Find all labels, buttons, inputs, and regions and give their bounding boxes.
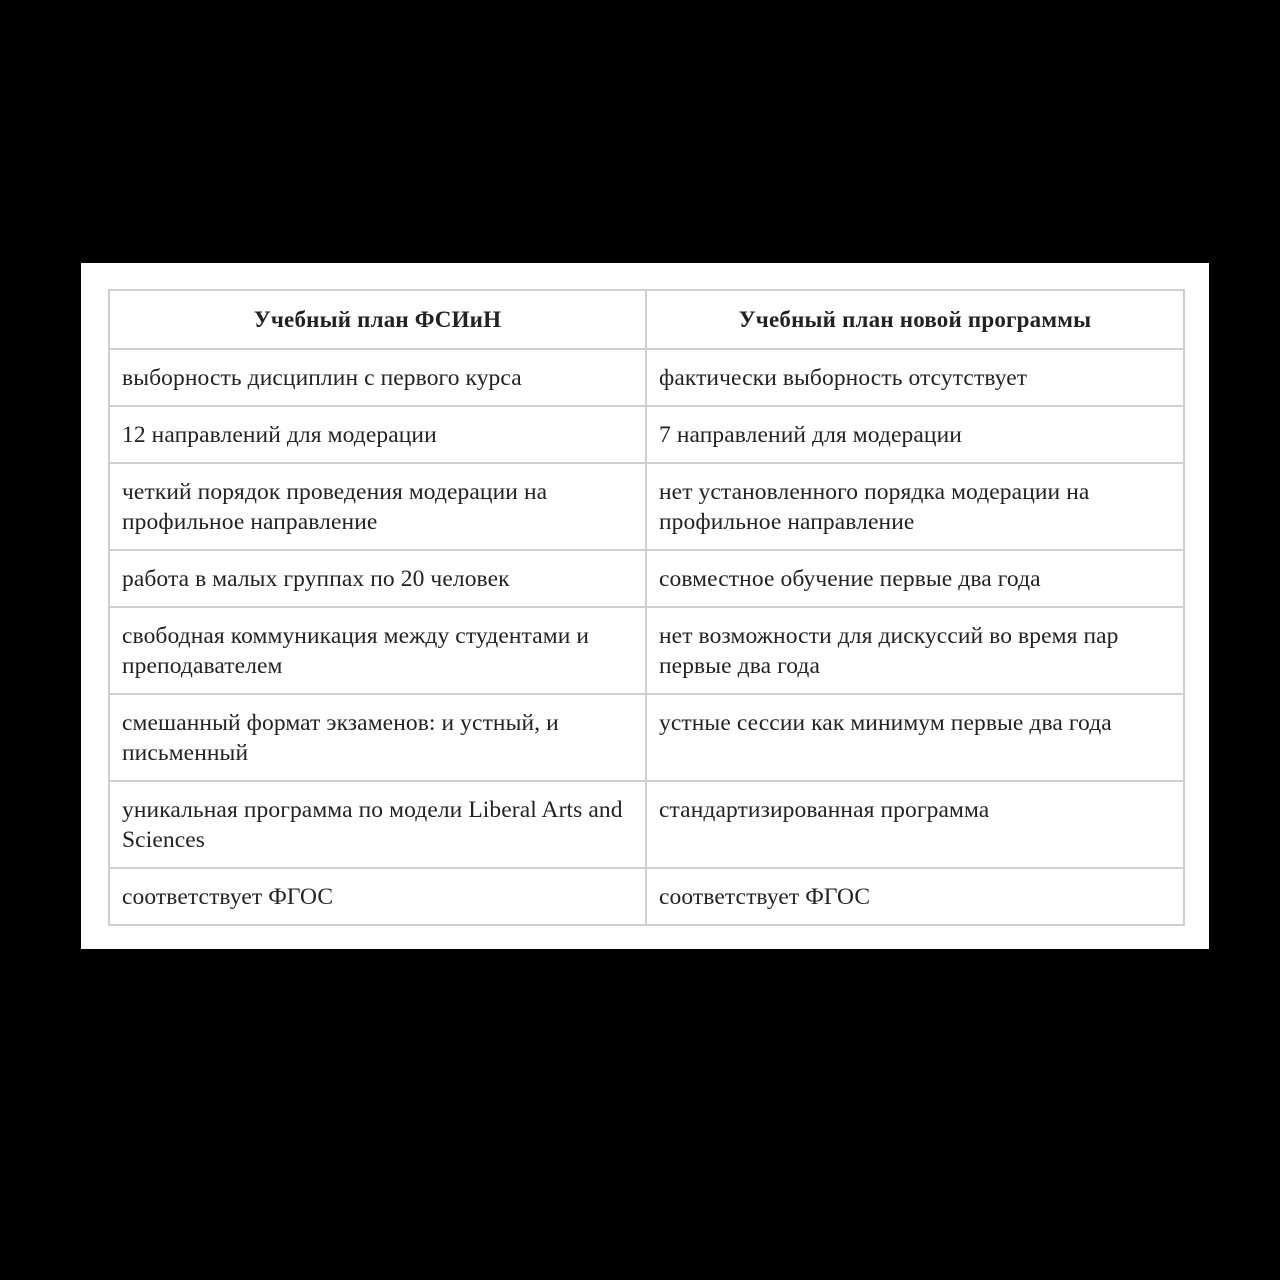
table-cell-fsiin: выборность дисциплин с первого курса (109, 349, 646, 406)
comparison-table (108, 289, 1185, 926)
table-row (109, 868, 1184, 925)
header-fsiin-curriculum: Учебный план ФСИиН (109, 290, 646, 349)
table-row (109, 781, 1184, 868)
header-new-program-curriculum: Учебный план новой программы (646, 290, 1184, 349)
table-cell-new-program: устные сессии как минимум первые два года (646, 694, 1184, 781)
table-cell-new-program: стандартизированная программа (646, 781, 1184, 868)
table-header-row (109, 290, 1184, 349)
table-cell-fsiin: четкий порядок проведения модерации на профильное направление (109, 463, 646, 550)
table-cell-fsiin: свободная коммуникация между студентами и преподавателем (109, 607, 646, 694)
table-cell-fsiin: работа в малых группах по 20 человек (109, 550, 646, 607)
table-cell-new-program: совместное обучение первые два года (646, 550, 1184, 607)
table-row (109, 463, 1184, 550)
table-cell-new-program: фактически выборность отсутствует (646, 349, 1184, 406)
table-cell-new-program: нет установленного порядка модерации на профильное направление (646, 463, 1184, 550)
table-cell-fsiin: смешанный формат экзаменов: и устный, и письменный (109, 694, 646, 781)
table-row (109, 550, 1184, 607)
comparison-card (81, 263, 1209, 949)
table-row (109, 349, 1184, 406)
table-cell-fsiin: соответствует ФГОС (109, 868, 646, 925)
table-cell-new-program: 7 направлений для модерации (646, 406, 1184, 463)
table-cell-fsiin: уникальная программа по модели Liberal Arts and Sciences (109, 781, 646, 868)
table-cell-new-program: соответствует ФГОС (646, 868, 1184, 925)
table-cell-fsiin: 12 направлений для модерации (109, 406, 646, 463)
table-row (109, 406, 1184, 463)
table-row (109, 607, 1184, 694)
table-row (109, 694, 1184, 781)
table-cell-new-program: нет возможности для дискуссий во время пар первые два года (646, 607, 1184, 694)
